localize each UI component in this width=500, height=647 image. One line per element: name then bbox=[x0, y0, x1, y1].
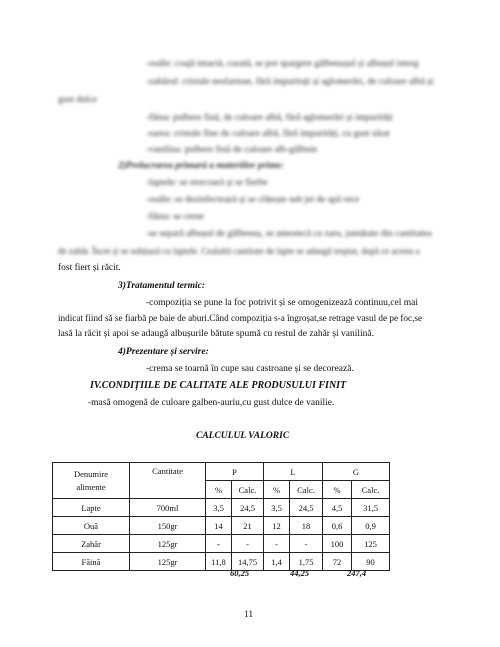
cell-l-pct: - bbox=[264, 535, 290, 553]
cell-p-pct: 14 bbox=[206, 517, 232, 535]
valoric-title: CALCULUL VALORIC bbox=[196, 431, 290, 441]
cell-name: Făină bbox=[53, 553, 130, 571]
section4-line: -crema se toarnă în cupe sau castroane și se decorează. bbox=[146, 364, 354, 374]
total-l: 44,25 bbox=[290, 568, 310, 578]
header-l: L bbox=[264, 463, 323, 481]
total-p: 60,25 bbox=[230, 568, 250, 578]
cell-g-calc: 0,9 bbox=[352, 517, 390, 535]
cell-p-pct: 3,5 bbox=[206, 499, 232, 517]
cell-l-calc: - bbox=[290, 535, 323, 553]
section3-heading: 3)Tratamentul termic: bbox=[118, 281, 205, 291]
blurred-line: -vanilina: pulbere fină de culoare alb-gălbuie bbox=[146, 145, 318, 155]
blurred-line: -făina: pulbere fină, de culoare albă, fără aglomerări și impurități bbox=[146, 113, 393, 123]
cell-qty: 700ml bbox=[130, 499, 206, 517]
cell-l-calc: 24,5 bbox=[290, 499, 323, 517]
blurred-line: -ouăle: coajă intactă, curată, se pot spargere gălbenușul și albușul intreg bbox=[146, 59, 419, 69]
table-row bbox=[53, 499, 390, 517]
header-denumire: Denumire alimente bbox=[53, 463, 130, 499]
blurred-line: -făina: se cerne bbox=[146, 212, 205, 222]
cell-p-calc: 14,75 bbox=[232, 553, 264, 571]
quality-line: -masă omogenă de culoare galben-auriu,cu gust dulce de vanilie. bbox=[88, 398, 335, 408]
header-pct: % bbox=[206, 481, 232, 499]
cell-g-calc: 90 bbox=[352, 553, 390, 571]
paragraph-end: fost fiert și răcit. bbox=[58, 263, 121, 273]
section3-line: -compoziția se pune la foc potrivit și se omogenizează continuu,cel mai bbox=[146, 298, 418, 308]
header-pct: % bbox=[264, 481, 290, 499]
valoric-table bbox=[52, 462, 390, 571]
section3-line: indicat fiind să se fiarbă pe baie de aburi.Când compoziția s-a îngroșat,se retrage vasul de pe foc,se bbox=[58, 313, 423, 323]
cell-p-pct: - bbox=[206, 535, 232, 553]
cell-name: Ouă bbox=[53, 517, 130, 535]
blurred-heading: 2)Prelucrarea primară a materiilor prime: bbox=[118, 161, 284, 171]
blurred-line: -se separă albușul de gălbenuș, se amestecă cu zaru, jumătate din cantitatea bbox=[146, 229, 432, 239]
table-header-row bbox=[53, 463, 390, 481]
cell-p-calc: 21 bbox=[232, 517, 264, 535]
cell-g-pct: 0,6 bbox=[323, 517, 352, 535]
header-calc: Calc. bbox=[352, 481, 390, 499]
cell-p-calc: - bbox=[232, 535, 264, 553]
cell-l-pct: 3,5 bbox=[264, 499, 290, 517]
cell-l-pct: 12 bbox=[264, 517, 290, 535]
header-calc: Calc. bbox=[232, 481, 264, 499]
blurred-line: -zahărul: cristale nesfarmae, fără impuritați și aglomerări, de culoare albă și bbox=[146, 77, 434, 87]
table-row bbox=[53, 517, 390, 535]
cell-l-calc: 1,75 bbox=[290, 553, 323, 571]
header-cantitate: Cantitate bbox=[130, 463, 206, 499]
cell-g-pct: 72 bbox=[323, 553, 352, 571]
cell-l-pct: 1,4 bbox=[264, 553, 290, 571]
cell-qty: 125gr bbox=[130, 553, 206, 571]
blurred-line: -laptele: se strecoară și se fierbe bbox=[146, 178, 268, 188]
quality-heading: IV.CONDIȚIILE DE CALITATE ALE PRODUSULUI FINIT bbox=[90, 380, 347, 391]
cell-g-pct: 4,5 bbox=[323, 499, 352, 517]
cell-l-calc: 18 bbox=[290, 517, 323, 535]
blurred-line: de zahăr. Încet și se subțiază cu laptele. Cealaltă cantitate de lapte se adaugă treptat, după ce acesta a bbox=[58, 246, 420, 256]
cell-qty: 150gr bbox=[130, 517, 206, 535]
cell-p-pct: 11,8 bbox=[206, 553, 232, 571]
table-row bbox=[53, 535, 390, 553]
cell-g-pct: 100 bbox=[323, 535, 352, 553]
total-g: 247,4 bbox=[347, 568, 367, 578]
page-number: 11 bbox=[244, 610, 254, 620]
cell-qty: 125gr bbox=[130, 535, 206, 553]
table-row bbox=[53, 553, 390, 571]
section4-heading: 4)Prezentare și servire: bbox=[118, 347, 209, 357]
cell-p-calc: 24,5 bbox=[232, 499, 264, 517]
header-pct: % bbox=[323, 481, 352, 499]
cell-g-calc: 31,5 bbox=[352, 499, 390, 517]
blurred-line: -ouăle: se dezinfectează și se clătește sub jet de apă rece bbox=[146, 195, 360, 205]
header-g: G bbox=[323, 463, 390, 481]
cell-g-calc: 125 bbox=[352, 535, 390, 553]
header-calc: Calc. bbox=[290, 481, 323, 499]
section3-line: lasă la răcit și apoi se adaugă albușurile bătute spumă cu restul de zahăr și vanilină. bbox=[58, 329, 375, 339]
cell-name: Lapte bbox=[53, 499, 130, 517]
blurred-line: gust dulce bbox=[58, 95, 97, 105]
header-p: P bbox=[206, 463, 264, 481]
cell-name: Zahăr bbox=[53, 535, 130, 553]
blurred-line: -sarea: cristale fine de culoare albă, fără impurități, cu gust sărat bbox=[146, 129, 390, 139]
